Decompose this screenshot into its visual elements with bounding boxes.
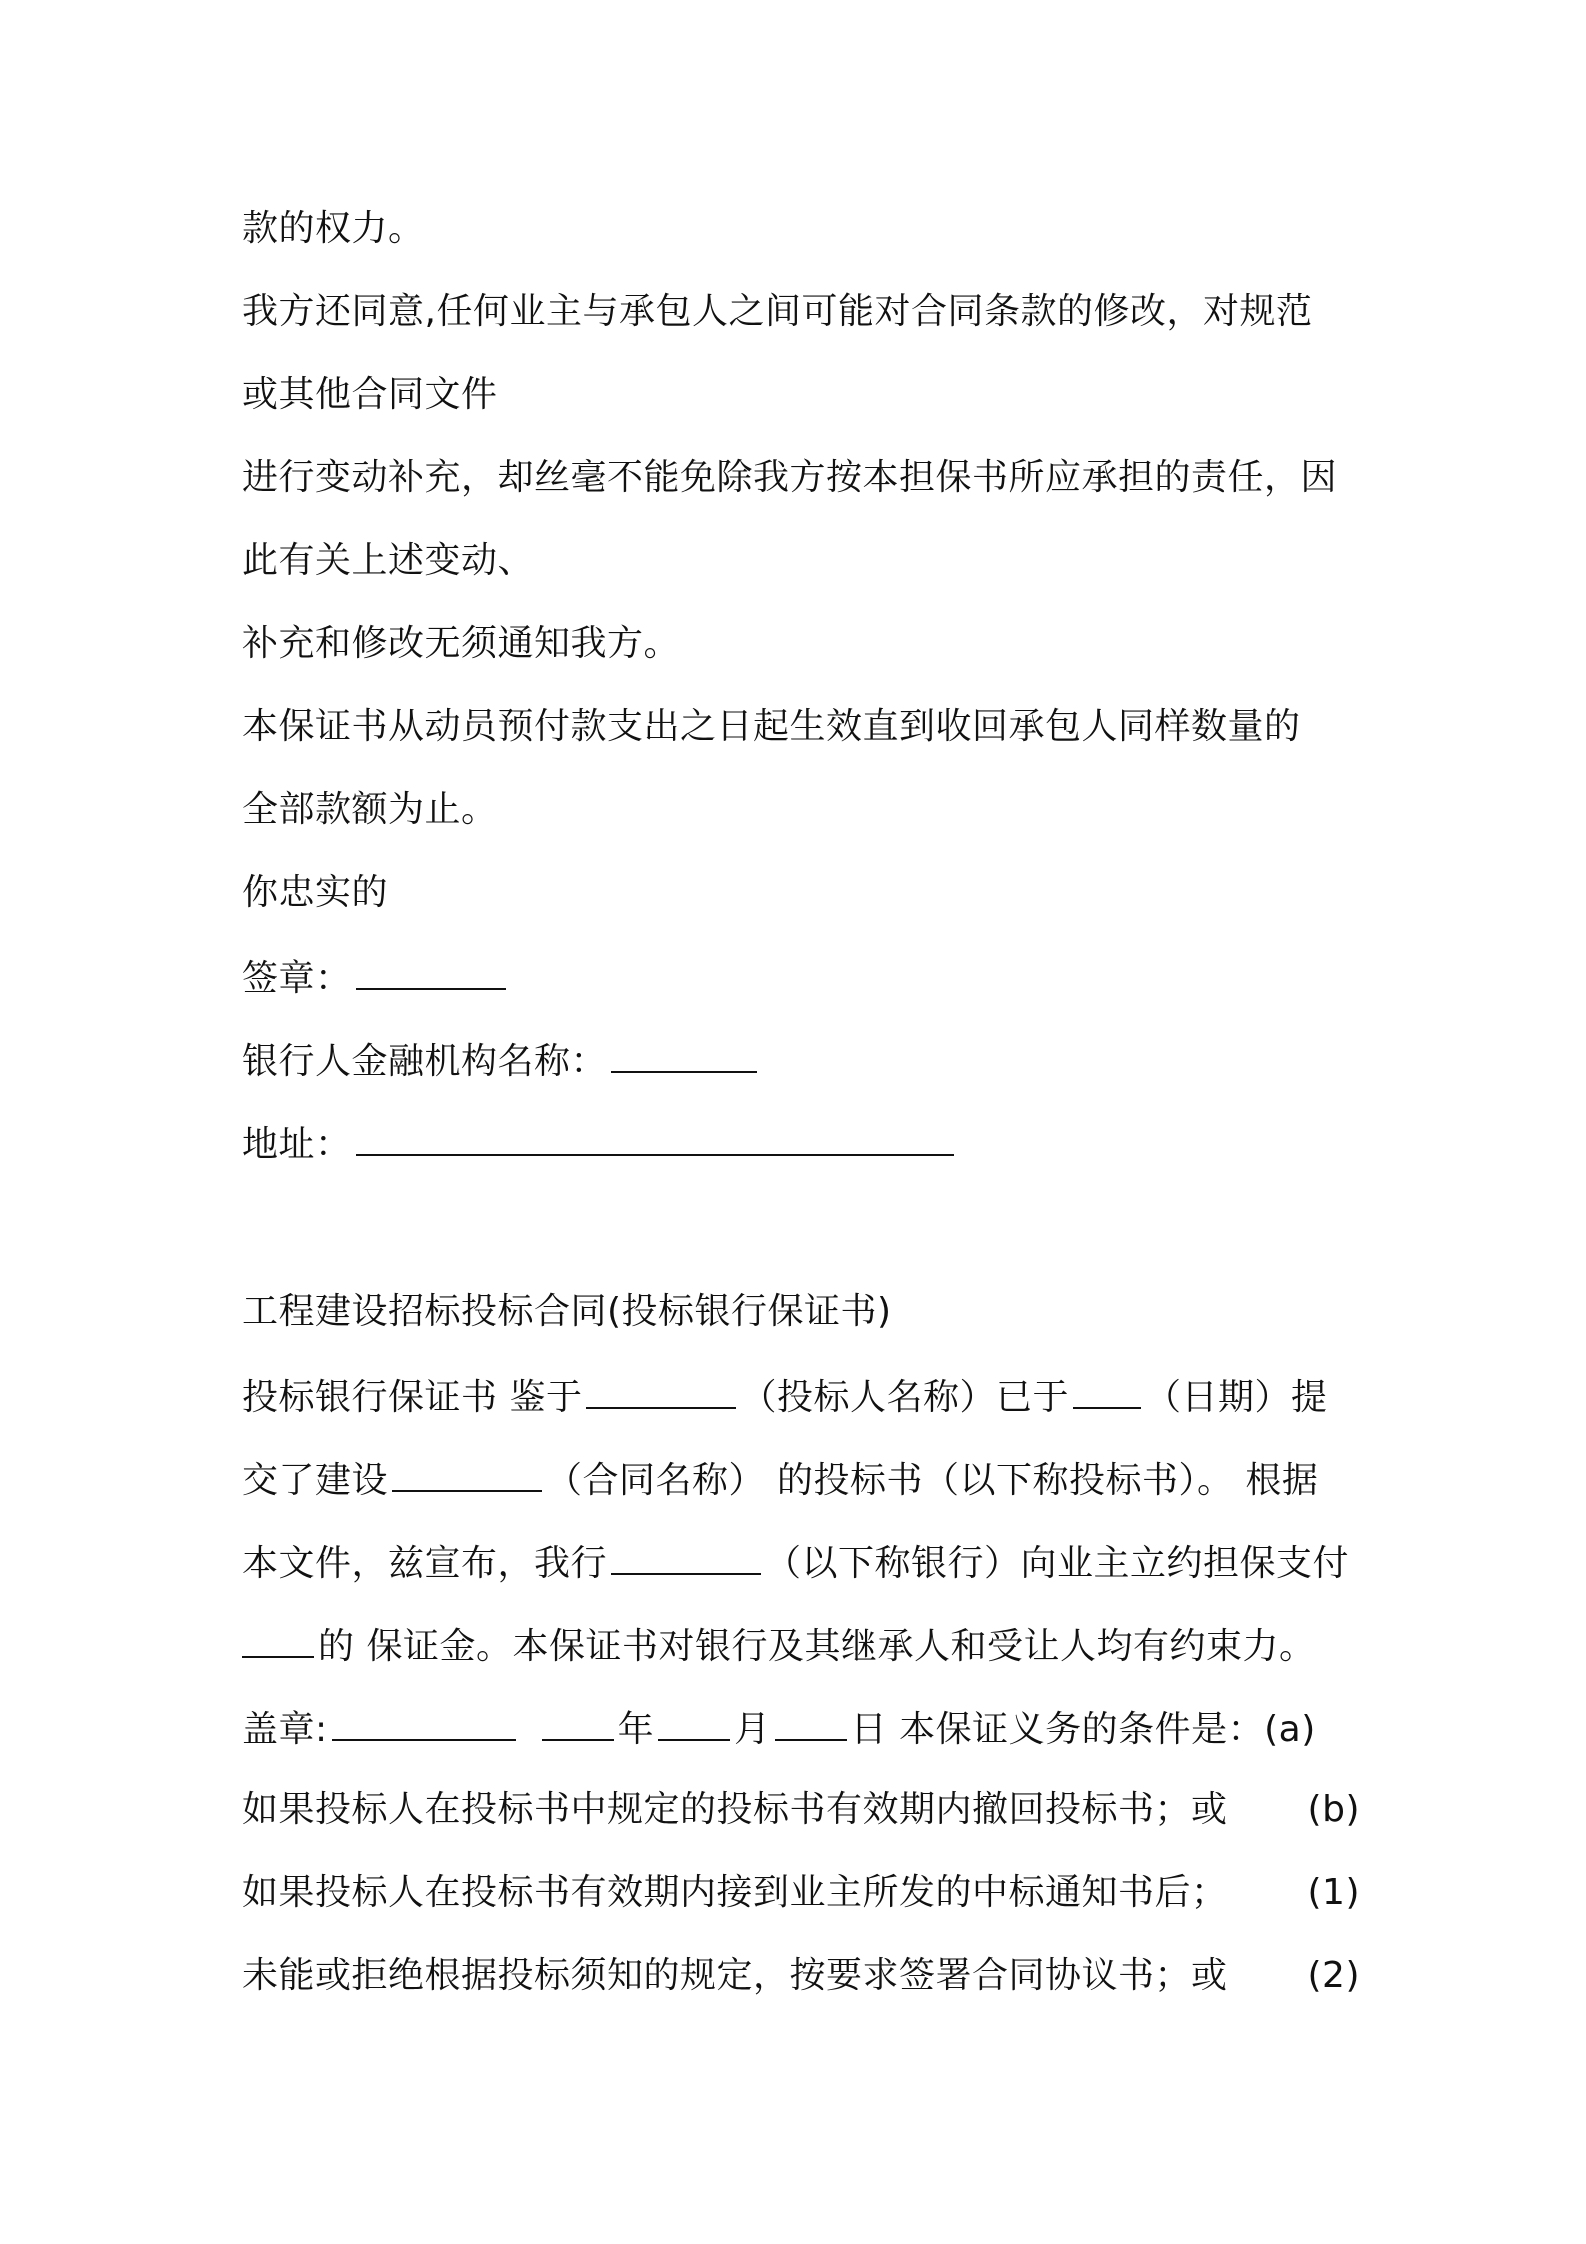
contract-name-blank — [392, 1456, 542, 1492]
address-line — [242, 1120, 958, 1164]
text-line — [242, 1622, 1315, 1666]
text-line: 本保证书从动员预付款支出之日起生效直到收回承包人同样数量的 — [242, 706, 1301, 747]
text-line: 补充和修改无须通知我方。 — [242, 623, 681, 664]
year-blank — [542, 1705, 614, 1741]
text-line: 款的权力。 — [242, 208, 425, 249]
seal-blank — [356, 954, 506, 990]
stamp-blank — [332, 1705, 516, 1741]
stamp-label: 盖章: — [242, 1709, 328, 1750]
text-line: 全部款额为止。 — [242, 789, 498, 830]
amount-blank — [242, 1622, 314, 1658]
text-fragment: （日期）提 — [1144, 1377, 1328, 1418]
list-marker: (b) — [1307, 1789, 1360, 1830]
list-marker: (2) — [1307, 1955, 1360, 1996]
text-line — [242, 1871, 1360, 1915]
text-fragment: 未能或拒绝根据投标须知的规定，按要求签署合同协议书；或 — [242, 1955, 1228, 1996]
text-fragment: （投标人名称）已于 — [740, 1377, 1069, 1418]
text-fragment: （以下称银行）向业主立约担保支付 — [765, 1543, 1350, 1584]
address-label: 地址： — [242, 1124, 352, 1165]
text-fragment: 如果投标人在投标书中规定的投标书有效期内撤回投标书；或 — [242, 1789, 1228, 1830]
text-line — [242, 1788, 1360, 1832]
text-fragment: （合同名称） 的投标书（以下称投标书）。 根据 — [546, 1460, 1319, 1501]
text-line — [242, 1373, 1327, 1417]
bidder-name-blank — [586, 1373, 736, 1409]
text-fragment: 投标银行保证书 鉴于 — [242, 1377, 583, 1418]
bank-name-line — [242, 1037, 761, 1081]
text-line — [242, 1539, 1349, 1583]
text-line — [242, 1705, 1316, 1749]
text-line: 此有关上述变动、 — [242, 540, 535, 581]
text-line: 进行变动补充，却丝毫不能免除我方按本担保书所应承担的责任，因 — [242, 457, 1338, 498]
year-label: 年 — [617, 1709, 655, 1750]
list-marker: (1) — [1307, 1872, 1360, 1913]
text-fragment: 本文件，兹宣布，我行 — [242, 1543, 608, 1584]
text-fragment: 交了建设 — [242, 1460, 389, 1501]
address-blank — [356, 1120, 954, 1156]
bank-name-blank — [611, 1037, 757, 1073]
bank-blank — [611, 1539, 761, 1575]
month-blank — [658, 1705, 730, 1741]
text-fragment: 日 本保证义务的条件是：(a) — [850, 1709, 1316, 1750]
text-fragment: 如果投标人在投标书有效期内接到业主所发的中标通知书后； — [242, 1872, 1228, 1913]
bank-name-label: 银行人金融机构名称： — [242, 1041, 608, 1082]
text-line: 或其他合同文件 — [242, 374, 498, 415]
section-title: 工程建设招标投标合同(投标银行保证书) — [242, 1291, 892, 1332]
text-line: 你忠实的 — [242, 872, 389, 913]
text-fragment: 的 保证金。本保证书对银行及其继承人和受让人均有约束力。 — [318, 1626, 1316, 1667]
text-line — [242, 1456, 1318, 1500]
date-blank — [1073, 1373, 1141, 1409]
seal-line — [242, 954, 510, 998]
month-label: 月 — [734, 1709, 771, 1750]
text-line — [242, 1954, 1360, 1998]
text-line: 我方还同意,任何业主与承包人之间可能对合同条款的修改，对规范 — [242, 291, 1313, 332]
day-blank — [775, 1705, 847, 1741]
seal-label: 签章： — [242, 958, 352, 999]
